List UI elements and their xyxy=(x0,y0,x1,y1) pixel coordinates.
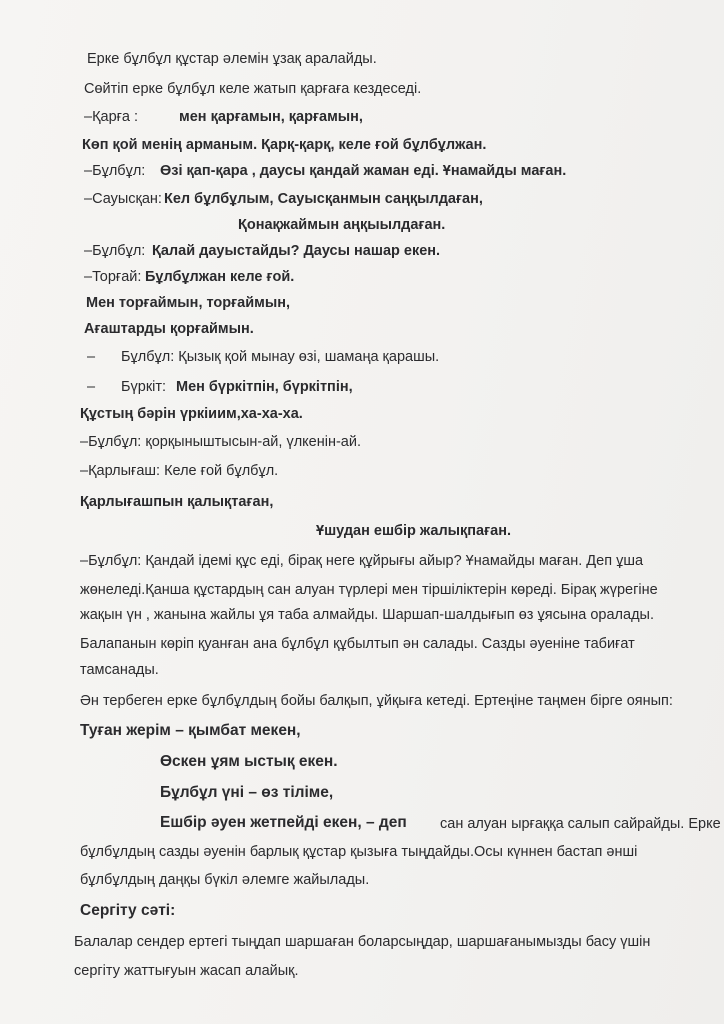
speaker-label: –Бұлбұл: xyxy=(84,243,146,259)
paragraph-line: жақын үн , жанына жайлы ұя таба алмайды. Шаршап-шалдығып өз ұясына оралады. xyxy=(80,607,654,623)
dialogue-line: Бұлбұл: Қызық қой мынау өзі, шамаңа қарашы. xyxy=(121,349,440,365)
dialogue-line: Кел бұлбұлым, Сауысқанмын саңқылдаған, xyxy=(164,191,483,207)
paragraph-line: сан алуан ырғаққа салып сайрайды. Ерке xyxy=(440,816,721,832)
paragraph-line: Ән тербеген ерке бұлбұлдың бойы балқып, ұйқыға кетеді. Ертеңіне таңмен бірге оянып: xyxy=(80,693,673,709)
dialogue-line: Ағаштарды қорғаймын. xyxy=(84,321,254,337)
speaker-label: –Қарға : xyxy=(84,109,139,125)
list-dash: – xyxy=(87,349,96,365)
section-heading: Сергіту сәті: xyxy=(80,902,176,919)
song-line: Өскен ұям ыстық екен. xyxy=(160,753,338,770)
dialogue-line: Өзі қап-қара , даусы қандай жаман еді. Ұнамайды маған. xyxy=(160,163,567,179)
paragraph-line: Балапанын көріп қуанған ана бұлбұл құбылтып ән салады. Сазды әуеніне табиғат xyxy=(80,636,635,652)
dialogue-line: –Қарлығаш: Келе ғой бұлбұл. xyxy=(80,463,279,479)
dialogue-line: Қонақжаймын аңқыылдаған. xyxy=(238,217,446,233)
paragraph-line: тамсанады. xyxy=(80,662,159,678)
speaker-label: –Сауысқан: xyxy=(84,191,162,207)
speaker-label: –Торғай: xyxy=(84,269,142,285)
dialogue-line: Қарлығашпын қалықтаған, xyxy=(80,494,274,510)
dialogue-line: Мен торғаймын, торғаймын, xyxy=(86,295,291,311)
speaker-label: Бүркіт: xyxy=(121,379,167,395)
dialogue-line: Ұшудан ешбір жалықпаған. xyxy=(316,523,512,539)
text-line: Ерке бұлбұл құстар әлемін ұзақ аралайды. xyxy=(87,51,377,67)
dialogue-line: мен қарғамын, қарғамын, xyxy=(179,109,363,125)
dialogue-line: Құстың бәрін үркіиим,ха-ха-ха. xyxy=(80,406,303,422)
dialogue-line: Қалай дауыстайды? Даусы нашар екен. xyxy=(152,243,441,259)
list-dash: – xyxy=(87,379,96,395)
dialogue-line: Көп қой менің арманым. Қарқ-қарқ, келе ғой бұлбұлжан. xyxy=(82,137,487,153)
paragraph-line: –Бұлбұл: Қандай ідемі құс еді, бірақ неге құйрығы айыр? Ұнамайды маған. Деп ұша xyxy=(80,553,644,569)
dialogue-line: Бұлбұлжан келе ғой. xyxy=(145,269,295,285)
song-line: Ешбір әуен жетпейді екен, – деп xyxy=(160,814,407,831)
song-line: Бұлбұл үні – өз тіліме, xyxy=(160,784,334,801)
speaker-label: –Бұлбұл: xyxy=(84,163,146,179)
paragraph-line: бұлбұлдың сазды әуенін барлық құстар қызыға тыңдайды.Осы күннен бастап әнші xyxy=(80,844,638,860)
text-line: Сөйтіп ерке бұлбұл келе жатып қарғаға кездеседі. xyxy=(84,81,422,97)
paragraph-line: Балалар сендер ертегі тыңдап шаршаған боларсыңдар, шаршағанымызды басу үшін xyxy=(74,934,651,950)
song-line: Туған жерім – қымбат мекен, xyxy=(80,722,301,739)
paragraph-line: жөнеледі.Қанша құстардың сан алуан түрлері мен тіршіліктерін көреді. Бірақ жүрегіне xyxy=(80,582,658,598)
dialogue-line: Мен бүркітпін, бүркітпін, xyxy=(176,379,353,395)
dialogue-line: –Бұлбұл: қорқыныштысын-ай, үлкенін-ай. xyxy=(80,434,361,450)
paragraph-line: сергіту жаттығуын жасап алайық. xyxy=(74,963,299,979)
paragraph-line: бұлбұлдың даңқы бүкіл әлемге жайылады. xyxy=(80,872,370,888)
